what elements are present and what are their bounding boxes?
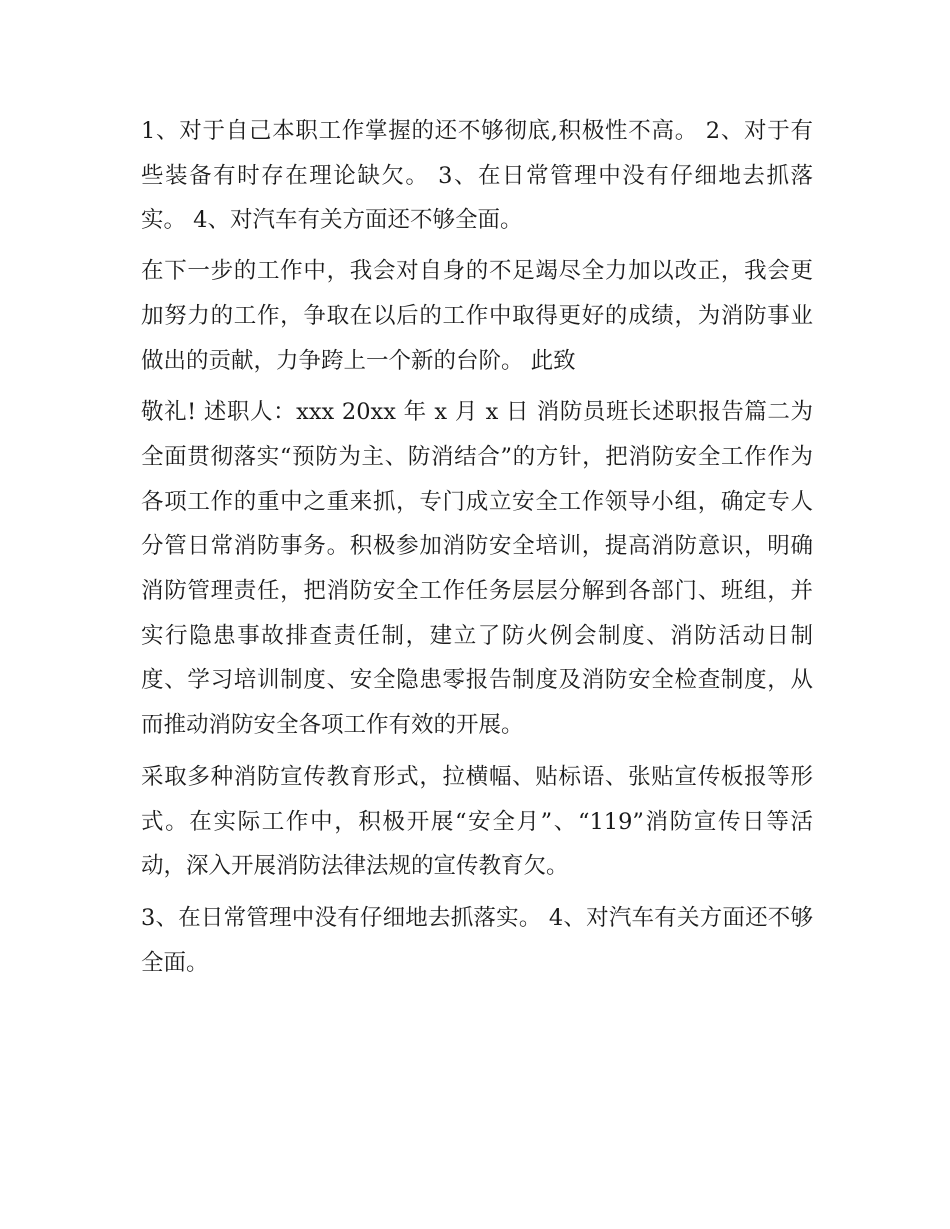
- paragraph-improvement-plan: 在下一步的工作中，我会对自身的不足竭尽全力加以改正，我会更加努力的工作，争取在以后的工作中取得更好的成绩，为消防事业做出的贡献，力争跨上一个新的台阶。 此致: [141, 258, 813, 374]
- document-body: [141, 109, 813, 992]
- paragraph-shortcomings: 1、对于自己本职工作掌握的还不够彻底,积极性不高。 2、对于有些装备有时存在理论缺欠。 3、在日常管理中没有仔细地去抓落实。 4、对汽车有关方面还不够全面。: [141, 118, 813, 234]
- paragraph-report-part-two: 敬礼! 述职人：xxx 20xx 年 x 月 x 日 消防员班长述职报告篇二为全面贯彻落实“预防为主、防消结合”的方针，把消防安全工作作为各项工作的重中之重来抓，专门成立安全工作领导小组，确定专人分管日常消防事务。积极参加消防安全培训，提高消防意识，明确消防管理责任，把消防安全工作任务层层分解到各部门、班组，并实行隐患事故排查责任制，建立了防火例会制度、消防活动日制度、学习培训制度、安全隐患零报告制度及消防安全检查制度，从而推动消防安全各项工作有效的开展。: [141, 399, 813, 739]
- paragraph-shortcomings-repeat: 3、在日常管理中没有仔细地去抓落实。 4、对汽车有关方面还不够全面。: [141, 904, 813, 976]
- paragraph-publicity: 采取多种消防宣传教育形式，拉横幅、贴标语、张贴宣传板报等形式。在实际工作中，积极开展“安全月”、“119”消防宣传日等活动，深入开展消防法律法规的宣传教育欠。: [141, 763, 813, 880]
